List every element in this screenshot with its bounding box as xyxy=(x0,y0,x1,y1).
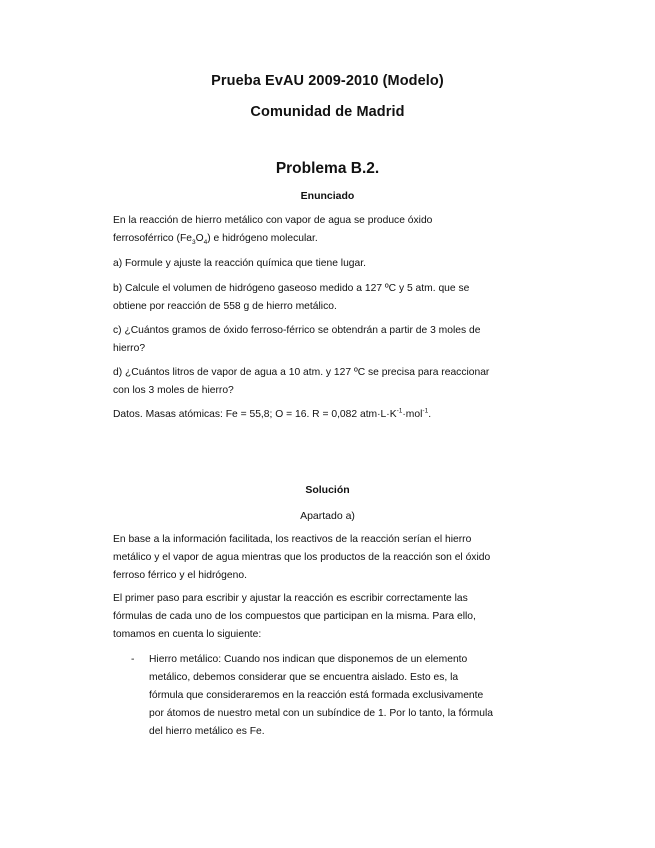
bullet-line1: Hierro metálico: Cuando nos indican que disponemos de un elemento xyxy=(149,654,468,665)
solution-p1-line3: ferroso férrico y el hidrógeno. xyxy=(113,570,247,581)
solution-p2-line2: fórmulas de cada uno de los compuestos que participan en la misma. Para ello, xyxy=(113,611,476,622)
question-c xyxy=(113,322,543,358)
solution-paragraph-1 xyxy=(113,531,543,585)
document-subtitle: Comunidad de Madrid xyxy=(250,104,405,120)
bullet-line4: por átomos de nuestro metal con un subíndice de 1. Por lo tanto, la fórmula xyxy=(149,708,494,719)
statement-intro xyxy=(113,212,543,248)
solution-subheading: Apartado a) xyxy=(300,510,355,522)
statement-intro-line1: En la reacción de hierro metálico con vapor de agua se produce óxido xyxy=(113,215,433,226)
bullet-line5: del hierro metálico es Fe. xyxy=(149,726,265,737)
solution-p2-line1: El primer paso para escribir y ajustar la reacción es escribir correctamente las xyxy=(113,593,468,604)
bullet-line3: fórmula que consideraremos en la reacción está formada exclusivamente xyxy=(149,690,484,701)
question-b-line2: obtiene por reacción de 558 g de hierro metálico. xyxy=(113,301,337,312)
question-c-line2: hierro? xyxy=(113,343,146,354)
given-data xyxy=(113,406,543,424)
question-a xyxy=(113,255,543,273)
question-d-line1: d) ¿Cuántos litros de vapor de agua a 10 atm. y 127 ºC se precisa para reaccionar xyxy=(113,367,490,378)
solution-heading: Solución xyxy=(305,484,350,496)
question-c-line1: c) ¿Cuántos gramos de óxido ferroso-férrico se obtendrán a partir de 3 moles de xyxy=(113,325,481,336)
question-b xyxy=(113,280,543,316)
question-d-line2: con los 3 moles de hierro? xyxy=(113,385,234,396)
given-data-line: Datos. Masas atómicas: Fe = 55,8; O = 16. R = 0,082 $atm\cdot L\cdot K^{-1}\cdot mol^{-1}$. xyxy=(113,407,432,420)
statement-intro-line2: ferrosoférrico $(Fe_3O_4)$ e hidrógeno molecular. xyxy=(113,233,318,247)
problem-title: Problema B.2. xyxy=(275,160,380,177)
solution-paragraph-2 xyxy=(113,590,543,644)
document-title: Prueba EvAU 2009-2010 (Modelo) xyxy=(211,73,444,89)
bullet-item xyxy=(149,651,544,741)
bullet-dash: - xyxy=(131,654,135,665)
question-a-text: a) Formule y ajuste la reacción química que tiene lugar. xyxy=(113,258,366,269)
solution-p2-line3: tomamos en cuenta lo siguiente: xyxy=(113,629,262,640)
bullet-line2: metálico, debemos considerar que se encuentra aislado. Esto es, la xyxy=(149,672,459,683)
solution-p1-line1: En base a la información facilitada, los reactivos de la reacción serían el hierro xyxy=(113,534,472,545)
question-b-line1: b) Calcule el volumen de hidrógeno gaseoso medido a 127 ºC y 5 atm. que se xyxy=(113,283,470,294)
statement-heading: Enunciado xyxy=(300,190,355,202)
solution-p1-line2: metálico y el vapor de agua mientras que los productos de la reacción son el óxido xyxy=(113,552,491,563)
question-d xyxy=(113,364,543,400)
